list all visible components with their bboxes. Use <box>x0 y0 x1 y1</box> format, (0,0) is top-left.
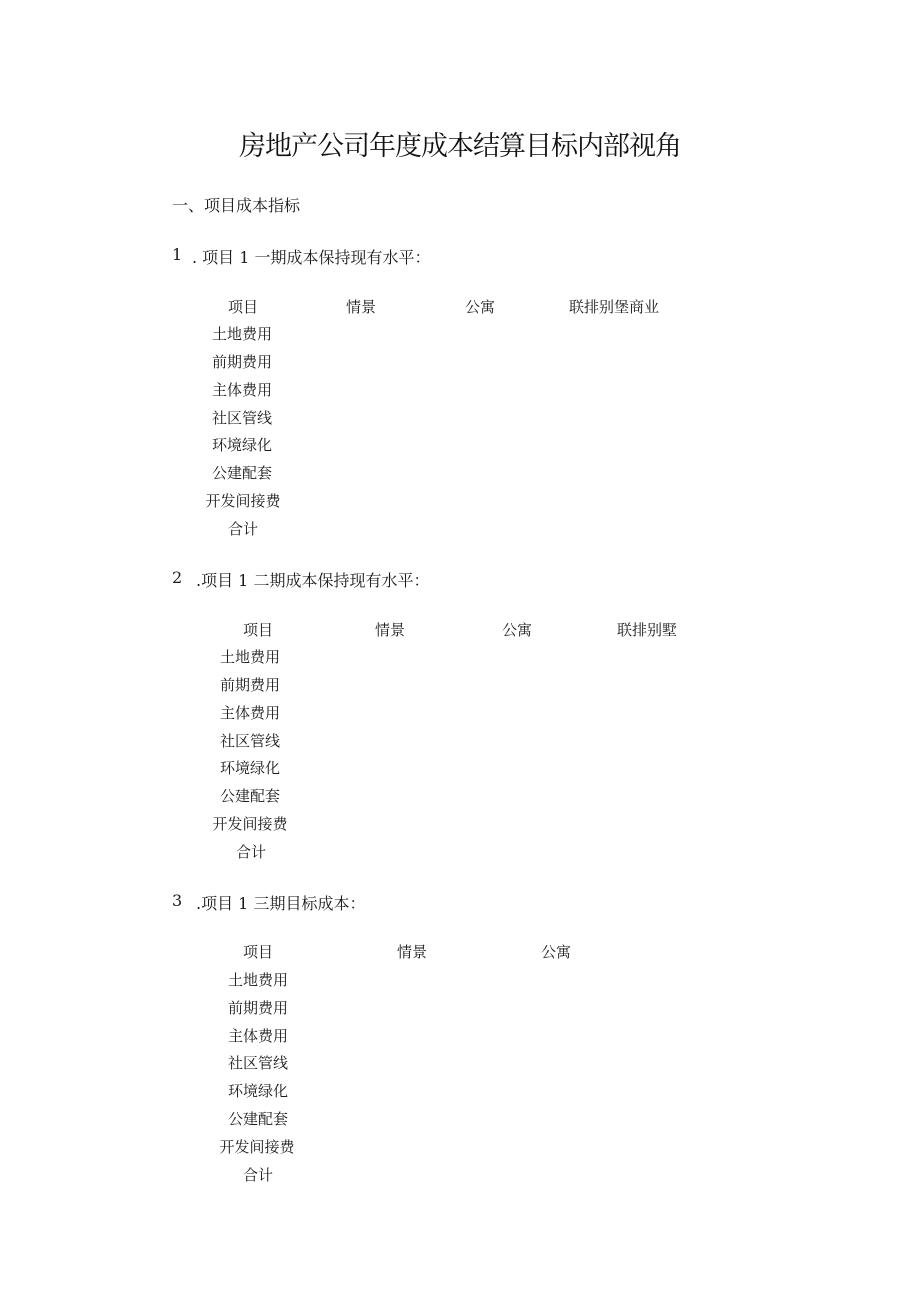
column-header-apartment: 公寓 <box>464 298 496 316</box>
row-label: 开发间接费 <box>212 815 288 833</box>
table-2-caption-number: 2 <box>172 568 183 587</box>
row-label: 合计 <box>242 1166 274 1184</box>
table-3-caption-number: 3 <box>172 891 183 910</box>
column-header-scenario: 情景 <box>396 943 428 961</box>
column-header-item: 项目 <box>242 621 274 639</box>
row-label: 社区管线 <box>219 732 281 750</box>
column-header-scenario: 情景 <box>374 621 406 639</box>
row-label: 前期费用 <box>227 999 289 1017</box>
table-1-caption: . 项目 1 一期成本保持现有水平： <box>192 248 431 267</box>
row-label: 土地费用 <box>211 325 273 343</box>
row-label: 公建配套 <box>211 464 273 482</box>
column-header-townhouse: 联排别堡商业 <box>568 298 660 316</box>
row-label: 前期费用 <box>219 676 281 694</box>
row-label: 主体费用 <box>211 381 273 399</box>
row-label: 公建配套 <box>219 787 281 805</box>
column-header-item: 项目 <box>242 943 274 961</box>
row-label: 主体费用 <box>227 1027 289 1045</box>
row-label: 合计 <box>227 520 259 538</box>
row-label: 环境绿化 <box>227 1082 289 1100</box>
row-label: 主体费用 <box>219 704 281 722</box>
column-header-townhouse: 联排别墅 <box>616 621 678 639</box>
row-label: 开发间接费 <box>219 1138 295 1156</box>
row-label: 土地费用 <box>227 971 289 989</box>
row-label: 环境绿化 <box>211 436 273 454</box>
table-1-caption-number: 1 <box>172 245 183 264</box>
column-header-apartment: 公寓 <box>540 943 572 961</box>
document-title: 房地产公司年度成本结算目标内部视角 <box>239 131 681 162</box>
row-label: 社区管线 <box>227 1054 289 1072</box>
row-label: 土地费用 <box>219 648 281 666</box>
column-header-scenario: 情景 <box>345 298 377 316</box>
table-2-caption: .项目 1 二期成本保持现有水平： <box>196 571 430 590</box>
row-label: 合计 <box>235 843 267 861</box>
table-3-caption: .项目 1 三期目标成本： <box>196 894 366 913</box>
column-header-apartment: 公寓 <box>501 621 533 639</box>
column-header-item: 项目 <box>227 298 259 316</box>
row-label: 环境绿化 <box>219 759 281 777</box>
row-label: 开发间接费 <box>205 492 281 510</box>
row-label: 前期费用 <box>211 353 273 371</box>
section-heading: 一、项目成本指标 <box>172 196 301 215</box>
row-label: 社区管线 <box>211 409 273 427</box>
row-label: 公建配套 <box>227 1110 289 1128</box>
